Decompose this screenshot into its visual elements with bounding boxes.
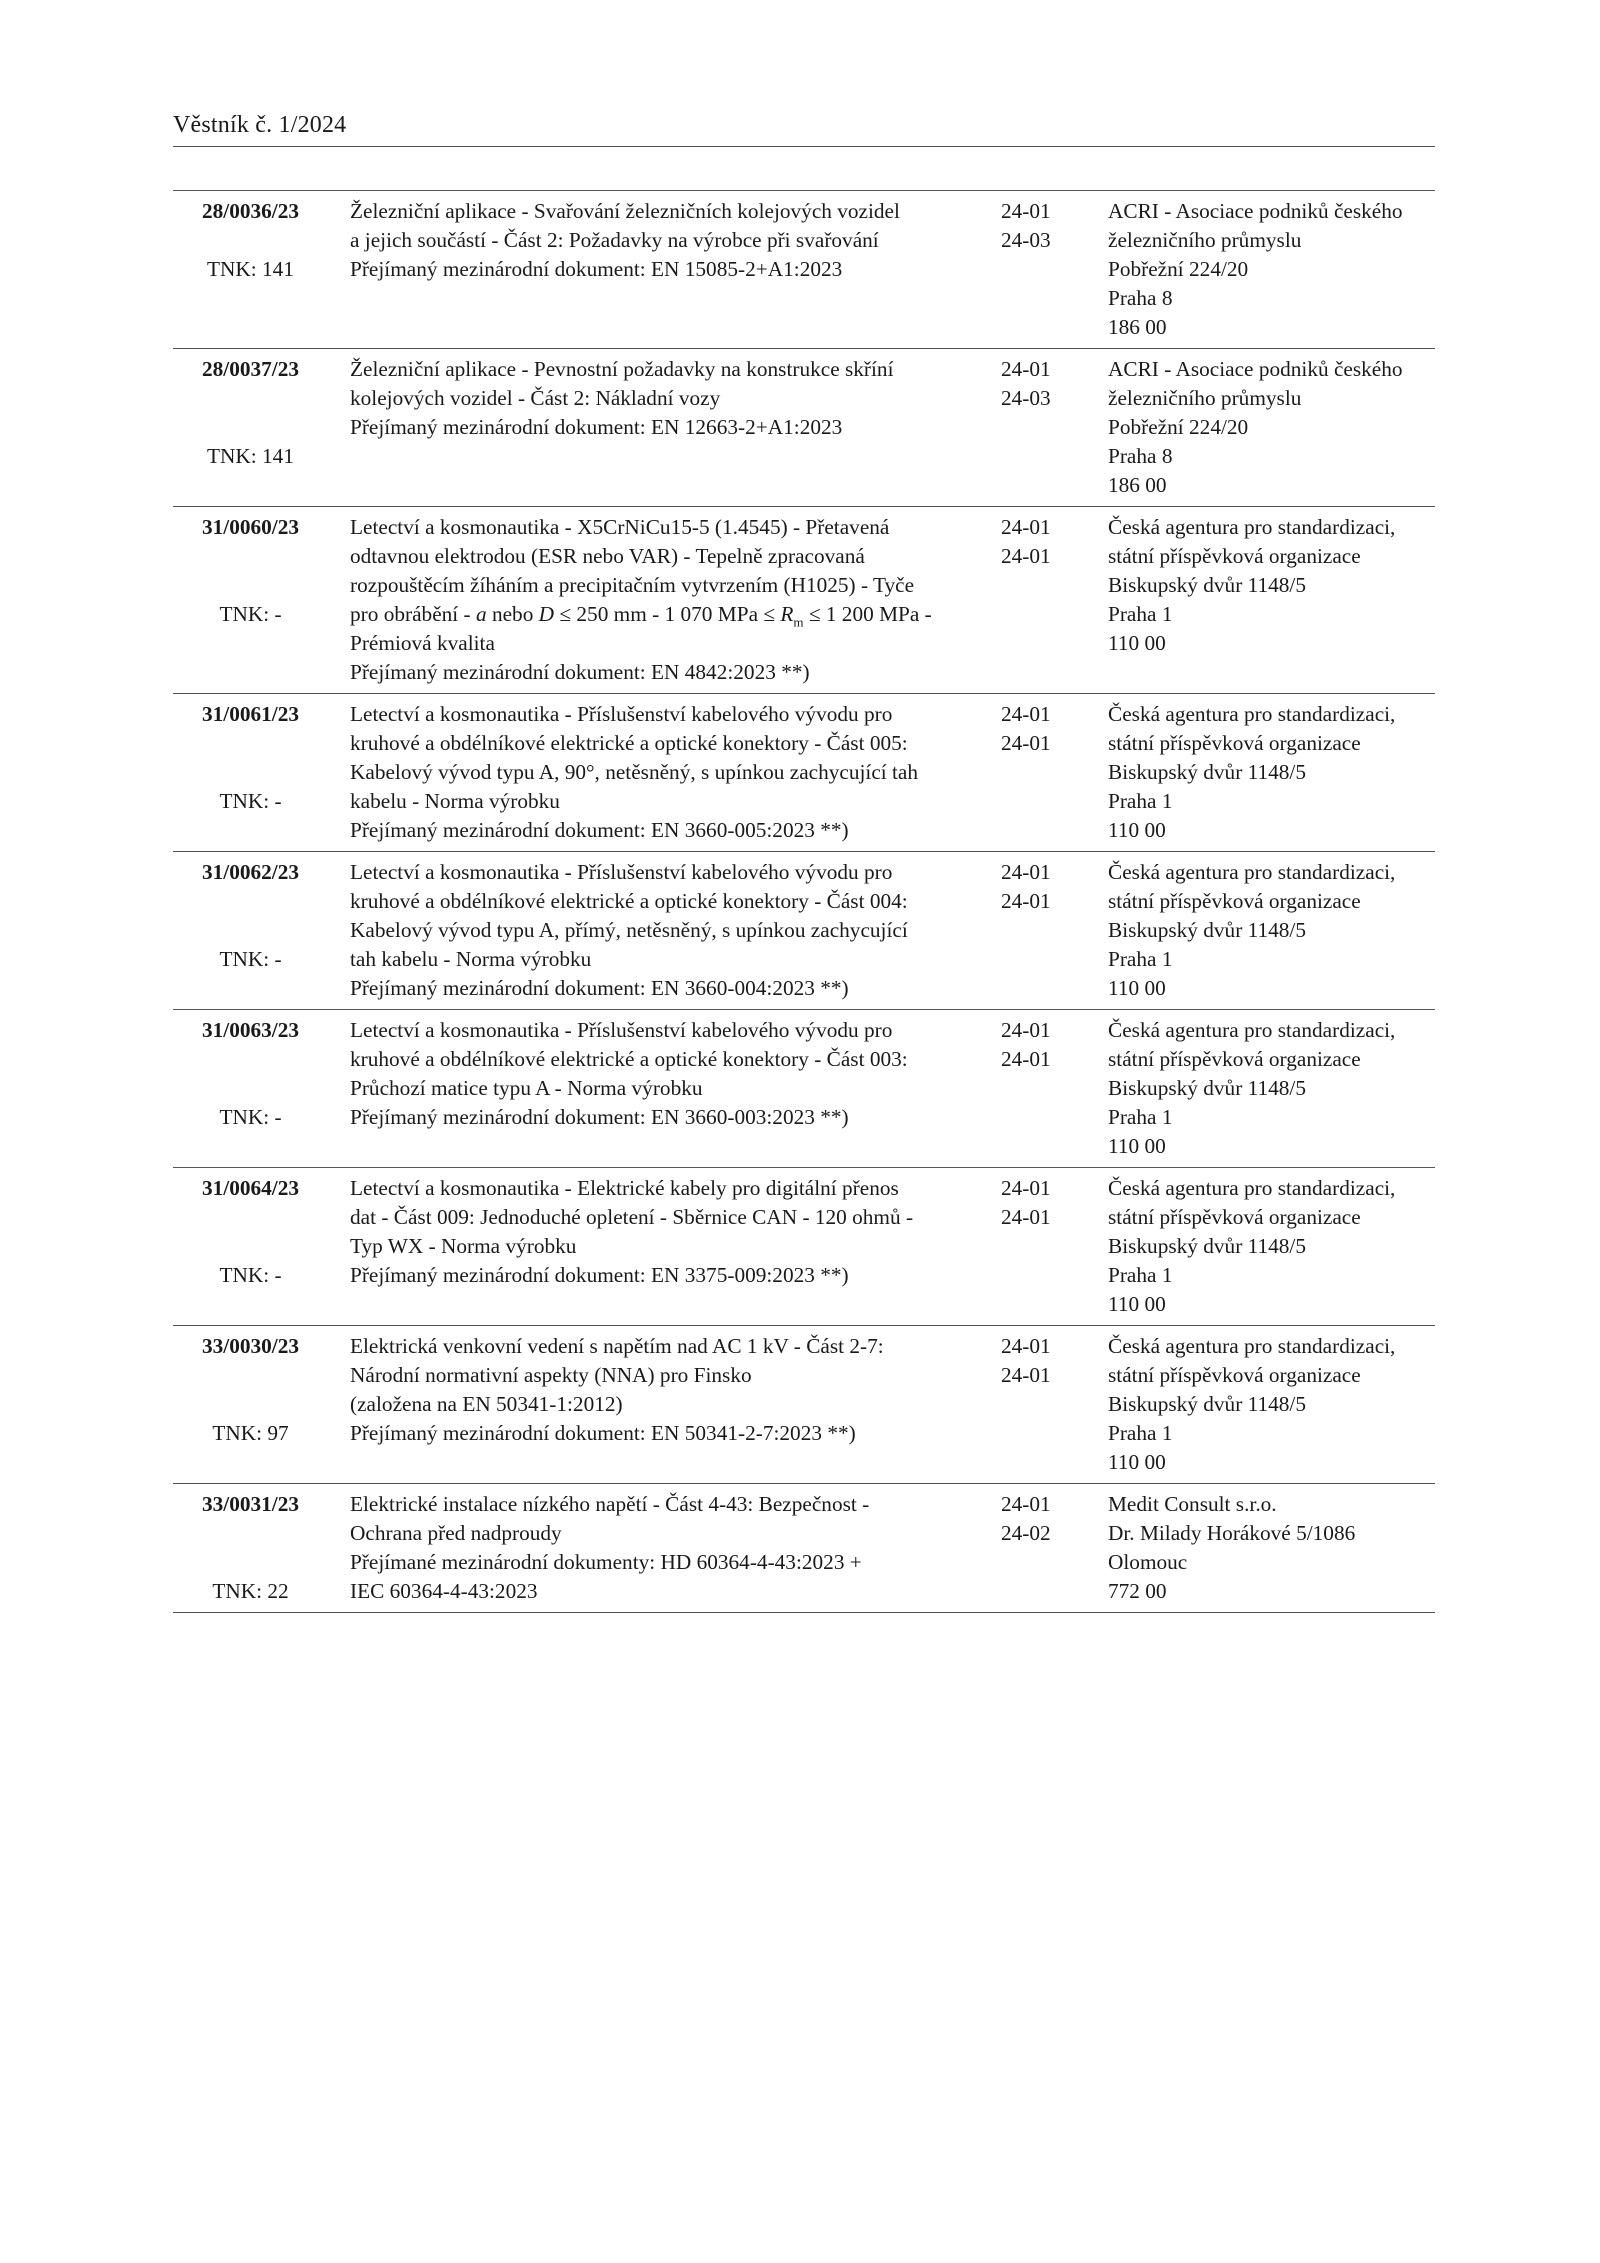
title-line: kruhové a obdélníkové elektrické a optické konektory - Část 005: (350, 731, 908, 755)
org-line: Biskupský dvůr 1148/5 (1108, 1076, 1306, 1100)
table-row (173, 1168, 1435, 1326)
entry-org-cell (1108, 1168, 1435, 1326)
entry-id: 31/0064/23 (201, 1176, 300, 1200)
formula-prefix: pro obrábění - (350, 602, 476, 626)
org-line: Praha 1 (1108, 602, 1173, 626)
org-line: 186 00 (1108, 473, 1167, 497)
entry-org-cell (1108, 1326, 1435, 1484)
table-row (173, 1484, 1435, 1613)
date-line: 24-02 (1001, 1521, 1051, 1545)
title-line: kolejových vozidel - Část 2: Nákladní vozy (350, 386, 721, 410)
title-line: dat - Část 009: Jednoduché opletení - Sběrnice CAN - 120 ohmů - (350, 1205, 914, 1229)
entry-title-cell (328, 1010, 1001, 1168)
title-line: a jejich součástí - Část 2: Požadavky na výrobce při svařování (350, 228, 879, 252)
table-row (173, 191, 1435, 349)
entry-title-cell (328, 191, 1001, 349)
date-line: 24-01 (1001, 1205, 1051, 1229)
org-line: Pobřežní 224/20 (1108, 415, 1249, 439)
entry-title-cell (328, 852, 1001, 1010)
tnk-label: TNK: - (219, 947, 282, 971)
org-line: Medit Consult s.r.o. (1108, 1492, 1277, 1516)
entry-org-cell (1108, 191, 1435, 349)
org-line: Praha 8 (1108, 444, 1173, 468)
entry-id-cell (173, 694, 328, 852)
entry-dates-cell (1001, 349, 1108, 507)
table-row (173, 694, 1435, 852)
formula-mid2: ≤ 250 mm - 1 070 MPa ≤ (554, 602, 781, 626)
title-line: Letectví a kosmonautika - Příslušenství kabelového vývodu pro (350, 860, 893, 884)
entry-org-cell (1108, 349, 1435, 507)
entry-title-cell (328, 1326, 1001, 1484)
org-line: 110 00 (1108, 976, 1166, 1000)
date-line: 24-01 (1001, 1018, 1051, 1042)
date-line: 24-03 (1001, 228, 1051, 252)
title-line: Železniční aplikace - Svařování železničních kolejových vozidel (350, 199, 900, 223)
tnk-label: TNK: 141 (207, 444, 294, 468)
title-line: Kabelový vývod typu A, 90°, netěsněný, s upínkou zachycující tah (350, 760, 919, 784)
title-line: Letectví a kosmonautika - X5CrNiCu15-5 (1.4545) - Přetavená (350, 515, 890, 539)
date-line: 24-01 (1001, 1363, 1051, 1387)
entry-id-cell (173, 1326, 328, 1484)
org-line: 110 00 (1108, 1134, 1166, 1158)
page-header: Věstník č. 1/2024 (173, 112, 347, 138)
org-line: Biskupský dvůr 1148/5 (1108, 918, 1306, 942)
org-line: Pobřežní 224/20 (1108, 257, 1249, 281)
entry-dates-cell (1001, 694, 1108, 852)
title-line: Letectví a kosmonautika - Příslušenství kabelového vývodu pro (350, 702, 893, 726)
entry-title-cell (328, 507, 1001, 694)
formula-sub: m (793, 614, 804, 630)
entry-dates-cell (1001, 1010, 1108, 1168)
date-line: 24-01 (1001, 1492, 1051, 1516)
org-line: státní příspěvková organizace (1108, 731, 1361, 755)
formula-r: R (780, 602, 794, 626)
org-line: Praha 8 (1108, 286, 1173, 310)
org-line: Česká agentura pro standardizaci, (1108, 860, 1396, 884)
table-row (173, 349, 1435, 507)
entry-id: 28/0037/23 (201, 357, 300, 381)
title-line: Přejímaný mezinárodní dokument: EN 12663-2+A1:2023 (350, 415, 843, 439)
entry-dates-cell (1001, 852, 1108, 1010)
org-line: Česká agentura pro standardizaci, (1108, 1018, 1396, 1042)
org-line: železničního průmyslu (1108, 228, 1302, 252)
org-line: státní příspěvková organizace (1108, 544, 1361, 568)
org-line: Česká agentura pro standardizaci, (1108, 515, 1396, 539)
tnk-label: TNK: - (219, 602, 282, 626)
entry-id-cell (173, 1010, 328, 1168)
entry-title-cell (328, 694, 1001, 852)
org-line: Praha 1 (1108, 789, 1173, 813)
table-row (173, 1326, 1435, 1484)
entry-dates-cell (1001, 507, 1108, 694)
entry-org-cell (1108, 694, 1435, 852)
tnk-label: TNK: 141 (207, 257, 294, 281)
org-line: státní příspěvková organizace (1108, 889, 1361, 913)
title-line: Letectví a kosmonautika - Elektrické kabely pro digitální přenos (350, 1176, 899, 1200)
org-line: 110 00 (1108, 631, 1166, 655)
tnk-label: TNK: - (219, 1263, 282, 1287)
entry-id-cell (173, 191, 328, 349)
formula-suffix: ≤ 1 200 MPa - (803, 602, 932, 626)
org-line: státní příspěvková organizace (1108, 1205, 1361, 1229)
table-row (173, 507, 1435, 694)
date-line: 24-01 (1001, 1334, 1051, 1358)
formula-d: D (538, 602, 555, 626)
org-line: Olomouc (1108, 1550, 1188, 1574)
entry-id: 31/0063/23 (201, 1018, 300, 1042)
org-line: Česká agentura pro standardizaci, (1108, 1334, 1396, 1358)
entry-org-cell (1108, 507, 1435, 694)
org-line: Praha 1 (1108, 1263, 1173, 1287)
entry-id: 31/0060/23 (201, 515, 300, 539)
entry-id-cell (173, 1168, 328, 1326)
entry-org-cell (1108, 1484, 1435, 1613)
org-line: ACRI - Asociace podniků českého (1108, 199, 1403, 223)
title-line: Elektrické instalace nízkého napětí - Část 4-43: Bezpečnost - (350, 1492, 870, 1516)
formula-a: a (475, 602, 487, 626)
date-line: 24-01 (1001, 515, 1051, 539)
title-line: Letectví a kosmonautika - Příslušenství kabelového vývodu pro (350, 1018, 893, 1042)
org-line: Biskupský dvůr 1148/5 (1108, 573, 1306, 597)
title-line: Přejímaný mezinárodní dokument: EN 50341-2-7:2023 **) (350, 1421, 856, 1445)
formula-mid1: nebo (486, 602, 539, 626)
title-line: odtavnou elektrodou (ESR nebo VAR) - Tepelně zpracovaná (350, 544, 865, 568)
title-line: kabelu - Norma výrobku (350, 789, 560, 813)
org-line: 772 00 (1108, 1579, 1167, 1603)
date-line: 24-01 (1001, 702, 1051, 726)
org-line: Praha 1 (1108, 1105, 1173, 1129)
header-divider (173, 146, 1435, 147)
title-line: (založena na EN 50341-1:2012) (350, 1392, 623, 1416)
title-line: Přejímaný mezinárodní dokument: EN 3660-005:2023 **) (350, 818, 849, 842)
title-line: Elektrická venkovní vedení s napětím nad AC 1 kV - Část 2-7: (350, 1334, 884, 1358)
org-line: železničního průmyslu (1108, 386, 1302, 410)
date-line: 24-01 (1001, 889, 1051, 913)
title-line: Kabelový vývod typu A, přímý, netěsněný, s upínkou zachycující (350, 918, 908, 942)
org-line: Praha 1 (1108, 1421, 1173, 1445)
title-line: rozpouštěcím žíháním a precipitačním vytvrzením (H1025) - Tyče (350, 573, 915, 597)
org-line: Biskupský dvůr 1148/5 (1108, 1234, 1306, 1258)
entry-dates-cell (1001, 1326, 1108, 1484)
title-line: Průchozí matice typu A - Norma výrobku (350, 1076, 703, 1100)
entry-dates-cell (1001, 191, 1108, 349)
title-line: Přejímaný mezinárodní dokument: EN 3660-003:2023 **) (350, 1105, 849, 1129)
entry-title-cell (328, 349, 1001, 507)
title-line: Přejímaný mezinárodní dokument: EN 3660-004:2023 **) (350, 976, 849, 1000)
org-line: Dr. Milady Horákové 5/1086 (1108, 1521, 1356, 1545)
date-line: 24-01 (1001, 1176, 1051, 1200)
org-line: státní příspěvková organizace (1108, 1047, 1361, 1071)
date-line: 24-01 (1001, 199, 1051, 223)
title-line: Přejímaný mezinárodní dokument: EN 15085-2+A1:2023 (350, 257, 843, 281)
title-line: Přejímané mezinárodní dokumenty: HD 60364-4-43:2023 + (350, 1550, 862, 1574)
date-line: 24-01 (1001, 731, 1051, 755)
date-line: 24-01 (1001, 544, 1051, 568)
date-line: 24-01 (1001, 860, 1051, 884)
title-line: Národní normativní aspekty (NNA) pro Finsko (350, 1363, 752, 1387)
org-line: Praha 1 (1108, 947, 1173, 971)
title-line: Typ WX - Norma výrobku (350, 1234, 577, 1258)
entry-id: 28/0036/23 (201, 199, 300, 223)
entry-id: 33/0030/23 (201, 1334, 300, 1358)
entry-dates-cell (1001, 1484, 1108, 1613)
entry-dates-cell (1001, 1168, 1108, 1326)
title-line: tah kabelu - Norma výrobku (350, 947, 592, 971)
entry-id-cell (173, 349, 328, 507)
entry-title-cell (328, 1168, 1001, 1326)
tnk-label: TNK: 22 (212, 1579, 289, 1603)
date-line: 24-03 (1001, 386, 1051, 410)
title-line: kruhové a obdélníkové elektrické a optické konektory - Část 003: (350, 1047, 908, 1071)
entry-title-cell (328, 1484, 1001, 1613)
entry-id-cell (173, 852, 328, 1010)
title-line: Prémiová kvalita (350, 631, 495, 655)
date-line: 24-01 (1001, 1047, 1051, 1071)
table-row (173, 1010, 1435, 1168)
table-row (173, 852, 1435, 1010)
title-line: Přejímaný mezinárodní dokument: EN 3375-009:2023 **) (350, 1263, 849, 1287)
entry-id: 31/0062/23 (201, 860, 300, 884)
org-line: ACRI - Asociace podniků českého (1108, 357, 1403, 381)
org-line: 110 00 (1108, 818, 1166, 842)
date-line: 24-01 (1001, 357, 1051, 381)
tnk-label: TNK: - (219, 1105, 282, 1129)
entry-org-cell (1108, 1010, 1435, 1168)
tnk-label: TNK: - (219, 789, 282, 813)
entry-id: 33/0031/23 (201, 1492, 300, 1516)
org-line: Biskupský dvůr 1148/5 (1108, 1392, 1306, 1416)
title-line: IEC 60364-4-43:2023 (350, 1579, 538, 1603)
org-line: státní příspěvková organizace (1108, 1363, 1361, 1387)
formula-line (350, 600, 1001, 629)
org-line: Biskupský dvůr 1148/5 (1108, 760, 1306, 784)
entry-id-cell (173, 507, 328, 694)
entry-id: 31/0061/23 (201, 702, 300, 726)
entry-org-cell (1108, 852, 1435, 1010)
title-line: Ochrana před nadproudy (350, 1521, 562, 1545)
title-line: kruhové a obdélníkové elektrické a optické konektory - Část 004: (350, 889, 908, 913)
org-line: 110 00 (1108, 1450, 1166, 1474)
org-line: Česká agentura pro standardizaci, (1108, 702, 1396, 726)
org-line: 110 00 (1108, 1292, 1166, 1316)
title-line: Železniční aplikace - Pevnostní požadavky na konstrukce skříní (350, 357, 894, 381)
title-line: Přejímaný mezinárodní dokument: EN 4842:2023 **) (350, 660, 810, 684)
standards-table (173, 190, 1435, 1613)
tnk-label: TNK: 97 (212, 1421, 289, 1445)
org-line: 186 00 (1108, 315, 1167, 339)
org-line: Česká agentura pro standardizaci, (1108, 1176, 1396, 1200)
entry-id-cell (173, 1484, 328, 1613)
